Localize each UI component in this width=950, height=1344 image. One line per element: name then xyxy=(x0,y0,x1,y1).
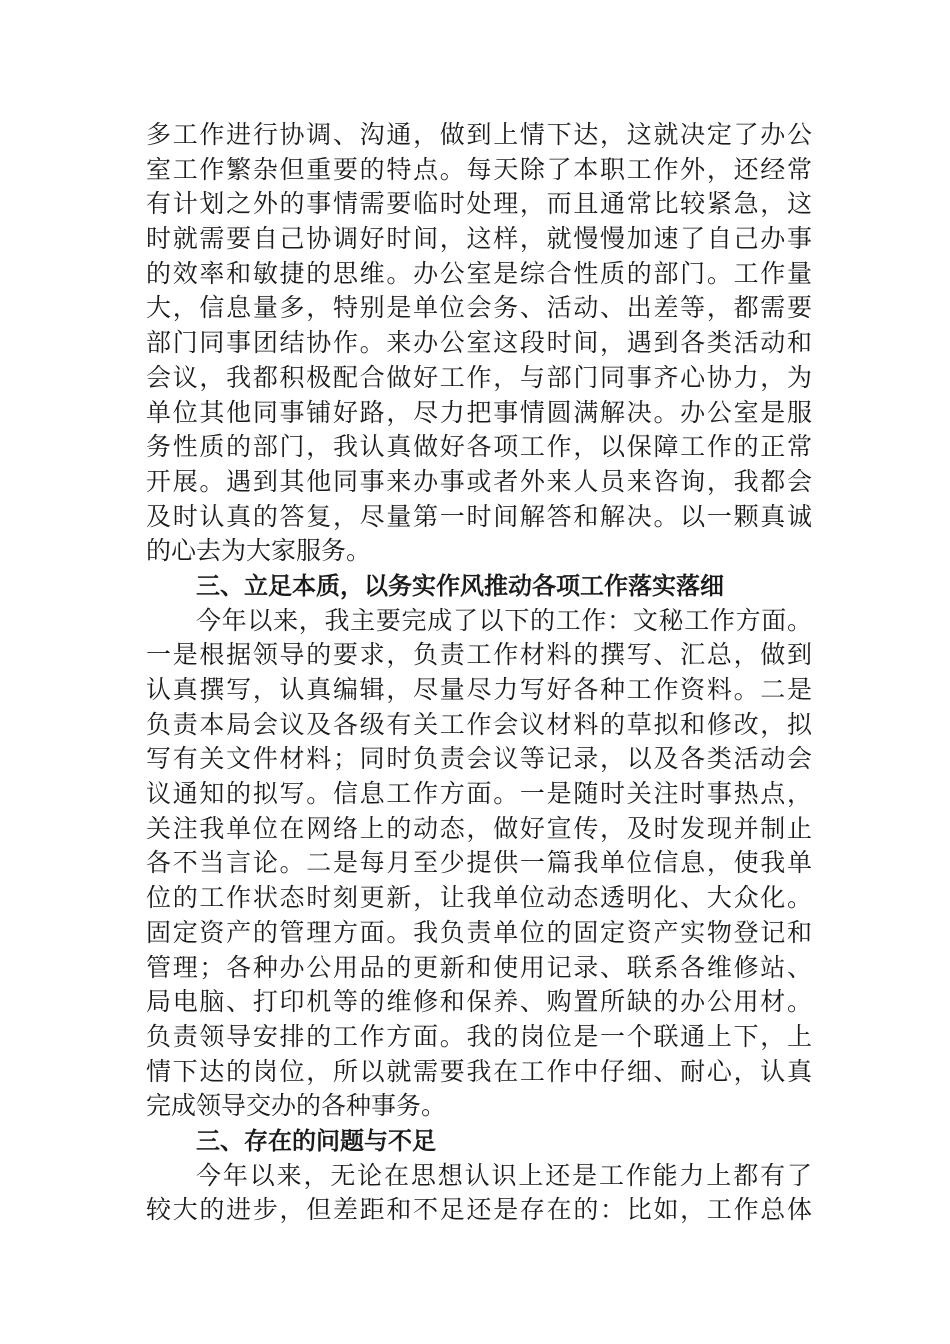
text-line: 关注我单位在网络上的动态，做好宣传，及时发现并制止 xyxy=(146,813,812,843)
paragraph-work-summary xyxy=(146,604,812,1124)
text-line: 开展。遇到其他同事来办事或者外来人员来咨询，我都会 xyxy=(146,466,812,496)
text-line: 位的工作状态时刻更新，让我单位动态透明化、大众化。 xyxy=(146,883,812,913)
text-line: 管理；各种办公用品的更新和使用记录、联系各维修站、 xyxy=(146,952,812,982)
paragraph-continuation xyxy=(146,118,812,569)
text-line: 多工作进行协调、沟通，做到上情下达，这就决定了办公 xyxy=(146,120,812,149)
text-line: 的心去为大家服务。 xyxy=(146,536,372,566)
text-line: 固定资产的管理方面。我负责单位的固定资产实物登记和 xyxy=(146,917,812,947)
text-line: 认真撰写，认真编辑，尽量尽力写好各种工作资料。二是 xyxy=(146,675,812,704)
text-line: 室工作繁杂但重要的特点。每天除了本职工作外，还经常 xyxy=(146,154,812,184)
document-body xyxy=(146,118,812,1228)
text-line: 的效率和敏捷的思维。办公室是综合性质的部门。工作量 xyxy=(146,258,812,288)
text-line: 部门同事团结协作。来办公室这段时间，遇到各类活动和 xyxy=(146,328,812,358)
text-line: 局电脑、打印机等的维修和保养、购置所缺的办公用材。 xyxy=(146,987,812,1017)
text-line: 务性质的部门，我认真做好各项工作，以保障工作的正常 xyxy=(146,432,812,462)
text-line: 情下达的岗位，所以就需要我在工作中仔细、耐心，认真 xyxy=(146,1056,812,1086)
text-line: 各不当言论。二是每月至少提供一篇我单位信息，使我单 xyxy=(146,848,812,878)
section-heading: 三、立足本质，以务实作风推动各项工作落实落细 xyxy=(196,571,724,600)
text-line: 完成领导交办的各种事务。 xyxy=(146,1091,447,1121)
text-line: 及时认真的答复，尽量第一时间解答和解决。以一颗真诚 xyxy=(146,501,812,531)
text-line: 今年以来，我主要完成了以下的工作：文秘工作方面。 xyxy=(196,605,812,635)
text-line: 负责领导安排的工作方面。我的岗位是一个联通上下，上 xyxy=(146,1021,812,1051)
text-line: 今年以来，无论在思想认识上还是工作能力上都有了 xyxy=(196,1160,812,1190)
text-line: 议通知的拟写。信息工作方面。一是随时关注时事热点， xyxy=(146,779,812,809)
text-line: 会议，我都积极配合做好工作，与部门同事齐心协力，为 xyxy=(146,362,812,392)
text-line: 单位其他同事铺好路，尽力把事情圆满解决。办公室是服 xyxy=(146,397,812,427)
text-line: 时就需要自己协调好时间，这样，就慢慢加速了自己办事 xyxy=(146,224,812,254)
text-line: 较大的进步，但差距和不足还是存在的：比如，工作总体 xyxy=(146,1195,812,1225)
paragraph-problems xyxy=(146,1159,812,1228)
text-line: 一是根据领导的要求，负责工作材料的撰写、汇总，做到 xyxy=(146,640,812,670)
section-heading: 三、存在的问题与不足 xyxy=(196,1126,436,1155)
text-line: 有计划之外的事情需要临时处理，而且通常比较紧急，这 xyxy=(146,189,812,219)
text-line: 大，信息量多，特别是单位会务、活动、出差等，都需要 xyxy=(146,293,812,323)
text-line: 写有关文件材料；同时负责会议等记录，以及各类活动会 xyxy=(146,744,812,774)
text-line: 负责本局会议及各级有关工作会议材料的草拟和修改，拟 xyxy=(146,709,812,739)
